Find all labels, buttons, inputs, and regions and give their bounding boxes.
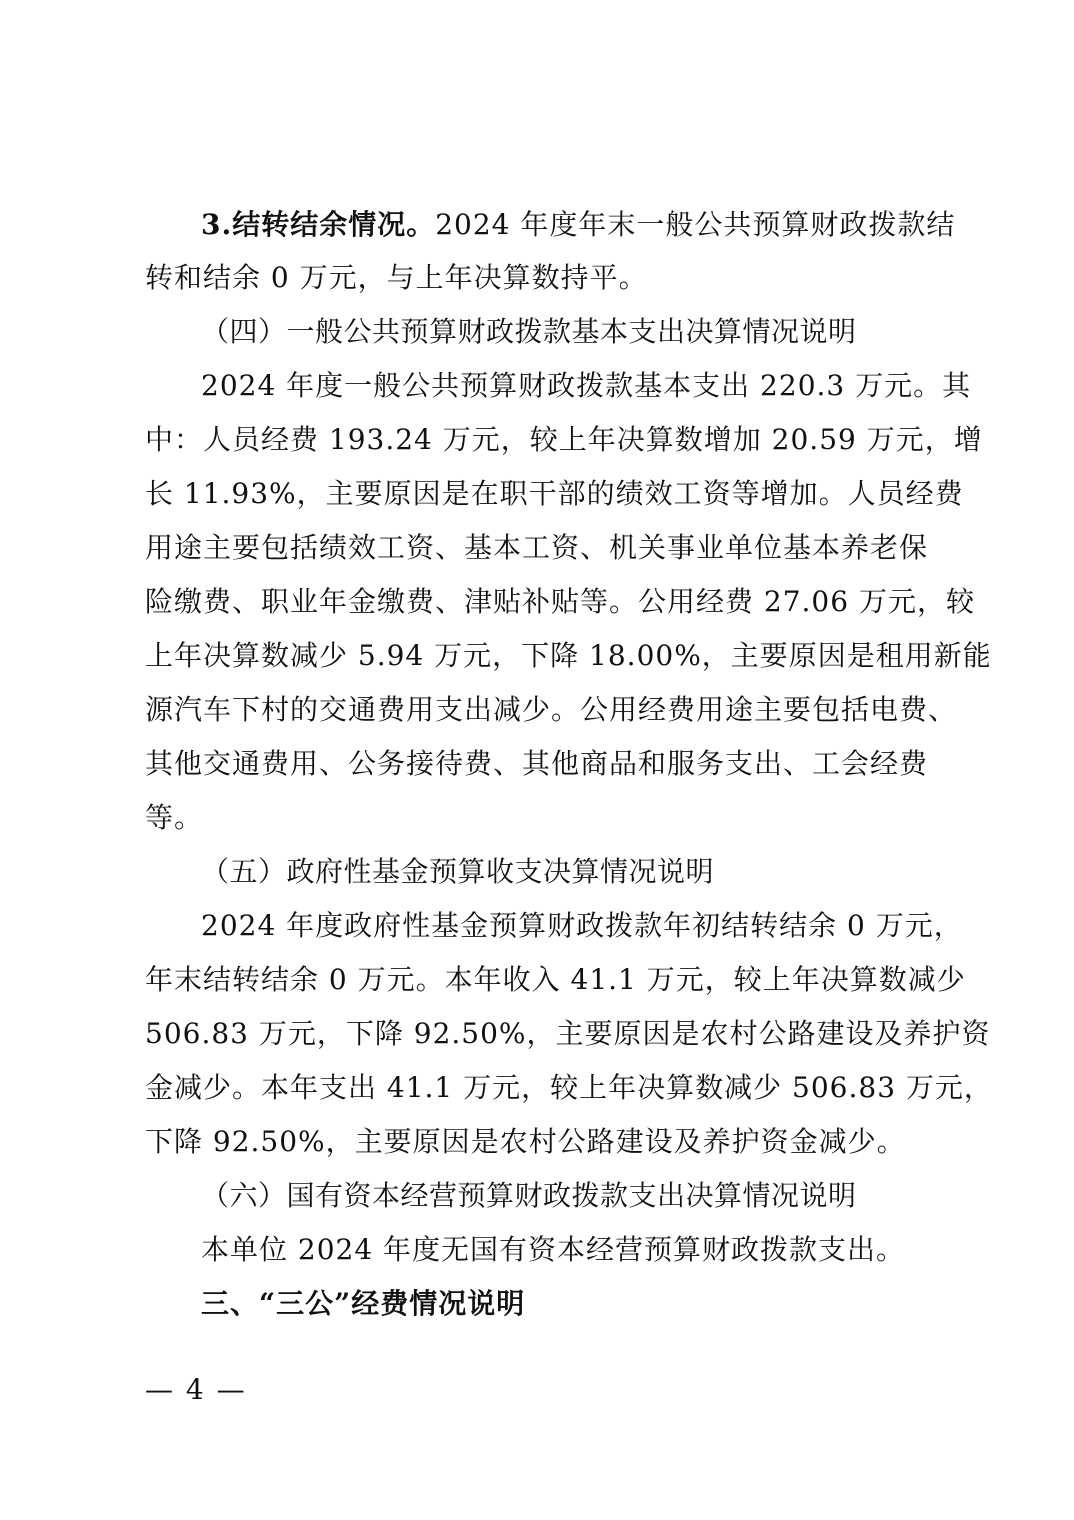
paragraph-basic-expense-line-9: 等。 [145, 801, 204, 834]
paragraph-basic-expense-line-5: 险缴费、职业年金缴费、津贴补贴等。公用经费 27.06 万元，较 [145, 585, 975, 618]
carryover-text: 2024 年度年末一般公共预算财政拨款结 [435, 208, 956, 241]
paragraph-basic-expense-line-8: 其他交通费用、公务接待费、其他商品和服务支出、工会经费 [145, 747, 929, 780]
section-heading-6: （六）国有资本经营预算财政拨款支出决算情况说明 [201, 1179, 857, 1212]
paragraph-fund-budget-line-4: 金减少。本年支出 41.1 万元，较上年决算数减少 506.83 万元， [145, 1071, 993, 1104]
page-number: — 4 — [145, 1373, 247, 1406]
paragraph-basic-expense-line-4: 用途主要包括绩效工资、基本工资、机关事业单位基本养老保 [145, 531, 929, 564]
section-heading-4: （四）一般公共预算财政拨款基本支出决算情况说明 [201, 315, 857, 348]
paragraph-carryover-line-1 [201, 205, 1001, 245]
section-heading-3: 三、“三公”经费情况说明 [201, 1287, 526, 1320]
paragraph-fund-budget-line-5: 下降 92.50%，主要原因是农村公路建设及养护资金减少。 [145, 1125, 906, 1158]
paragraph-state-capital-line-1: 本单位 2024 年度无国有资本经营预算财政拨款支出。 [201, 1233, 906, 1266]
carryover-lead: 3.结转结余情况。 [201, 208, 436, 241]
paragraph-basic-expense-line-3: 长 11.93%，主要原因是在职干部的绩效工资等增加。人员经费 [145, 477, 964, 510]
paragraph-fund-budget-line-1: 2024 年度政府性基金预算财政拨款年初结转结余 0 万元， [201, 909, 963, 942]
paragraph-fund-budget-line-3: 506.83 万元，下降 92.50%，主要原因是农村公路建设及养护资 [145, 1017, 991, 1050]
section-heading-5: （五）政府性基金预算收支决算情况说明 [201, 855, 715, 888]
paragraph-basic-expense-line-1: 2024 年度一般公共预算财政拨款基本支出 220.3 万元。其 [201, 369, 972, 402]
paragraph-basic-expense-line-7: 源汽车下村的交通费用支出减少。公用经费用途主要包括电费、 [145, 693, 958, 726]
paragraph-fund-budget-line-2: 年末结转结余 0 万元。本年收入 41.1 万元，较上年决算数减少 [145, 963, 966, 996]
paragraph-basic-expense-line-6: 上年决算数减少 5.94 万元，下降 18.00%，主要原因是租用新能 [145, 639, 992, 672]
paragraph-basic-expense-line-2: 中：人员经费 193.24 万元，较上年决算数增加 20.59 万元，增 [145, 423, 983, 456]
paragraph-carryover-line-2: 转和结余 0 万元，与上年决算数持平。 [145, 261, 648, 294]
